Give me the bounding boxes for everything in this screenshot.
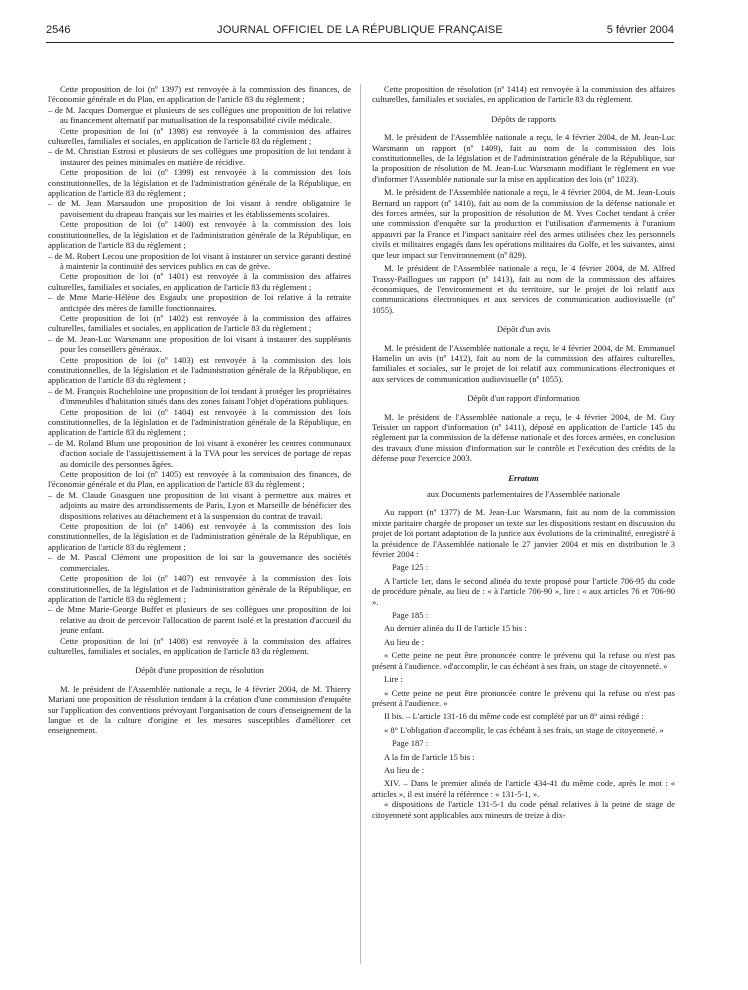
journal-title: JOURNAL OFFICIEL DE LA RÉPUBLIQUE FRANÇAISE xyxy=(217,24,503,36)
page-reference: Page 185 : xyxy=(392,610,429,621)
paragraph: Au dernier alinéa du II de l'article 15 bis : xyxy=(384,623,527,634)
erratum-subtitle: aux Documents parlementaires de l'Assemblée nationale xyxy=(426,489,621,499)
paragraph: – de M. Roland Blum une proposition de loi visant à exonérer les centres communaux d'action sociale de l'assujettissement à la TVA pour les services de portage de repas au domicile des personnes âgées. xyxy=(48,437,351,469)
paragraph: Cette proposition de loi (nº 1404) est renvoyée à la commission des lois constitutionnelles, de la législation et de l'administration générale de la République, en application de l'article 83 du règlement ; xyxy=(48,406,351,438)
paragraph: Cette proposition de loi (nº 1407) est renvoyée à la commission des lois constitutionnelles, de la législation et de l'administration générale de la République, en application de l'article 83 du règlement ; xyxy=(48,573,351,604)
paragraph: – de M. Jacques Domergue et plusieurs de ses collègues une proposition de loi relative au financement alternatif par mutualisation de la responsabilité civile médicale. xyxy=(48,104,351,126)
paragraph: A l'article 1er, dans le second alinéa du texte proposé pour l'article 706-95 du code de procédure pénale, au lieu de : « à l'article 706-90 », lire : « aux articles 76 et 706-90 ». xyxy=(372,575,675,607)
header-rule xyxy=(46,42,674,43)
paragraph: « dispositions de l'article 131-5-1 du code pénal relatives à la peine de stage de citoyenneté sont applicables aux mineurs de treize à dix- xyxy=(372,799,675,820)
paragraph: « 8° L'obligation d'accomplir, le cas échéant à ses frais, un stage de citoyenneté. » xyxy=(384,724,664,735)
paragraph: Cette proposition de loi (nº 1406) est renvoyée à la commission des lois constitutionnelles, de la législation et de l'administration générale de la République, en application de l'article 83 du règlement ; xyxy=(48,521,351,552)
column-divider xyxy=(360,84,361,964)
paragraph: – de Mme Marie-George Buffet et plusieurs de ses collègues une proposition de loi relative au droit de percevoir l'allocation de parent isolé et la prestation d'accueil du jeune enfant. xyxy=(48,604,351,636)
section-heading: Dépôt d'un rapport d'information xyxy=(467,393,580,404)
paragraph: II bis. – L'article 131-16 du même code est complété par un 8° ainsi rédigé : xyxy=(384,711,644,722)
paragraph: – de M. Jean-Luc Warsmann une proposition de loi visant à instaurer des suppléants pour les conseillers généraux. xyxy=(48,333,351,355)
paragraph: Lire : xyxy=(384,674,403,685)
paragraph: Au rapport (nº 1377) de M. Jean-Luc Warsmann, fait au nom de la commission mixte paritaire chargée de proposer un texte sur les dispositions restant en discussion du projet de loi portant adaptation de la justice aux évolutions de la criminalité, enregistré à la présidence de l'Assemblée nationale le 27 janvier 2004 et mis en distribution le 3 février 2004 : xyxy=(372,507,675,560)
paragraph: Au lieu de : xyxy=(384,764,425,775)
paragraph: – de M. Christian Estrosi et plusieurs de ses collègues une proposition de loi tendant à instaurer des peines minimales en matière de récidive. xyxy=(48,146,351,167)
paragraph: Cette proposition de loi (nº 1403) est renvoyée à la commission des lois constitutionnelles, de la législation et de l'administration générale de la République, en application de l'article 83 du règlement ; xyxy=(48,354,351,386)
paragraph: M. le président de l'Assemblée nationale a reçu, le 4 février 2004, de M. Thierry Mariani une proposition de résolution tendant à la création d'une commission d'enquête sur l'application des conventions prévoyant l'organisation de cours d'enseignement de la langue et de la culture d'origine et les mesures susceptibles d'améliorer cet enseignement. xyxy=(48,683,351,736)
paragraph: M. le président de l'Assemblée nationale a reçu, le 4 février 2004, de M. Emmanuel Hamelin un avis (nº 1412), fait au nom de la commission des affaires culturelles, familiales et sociales, sur le projet de loi relatif aux communications électroniques et aux services de communication audiovisuelle (nº 1055). xyxy=(372,342,675,384)
paragraph: – de M. Pascal Clément une proposition de loi sur la gouvernance des sociétés commerciales. xyxy=(48,552,351,573)
paragraph: M. le président de l'Assemblée nationale a reçu, le 4 février 2004, de M. Alfred Trassy-Paillogues un rapport (nº 1413), fait au nom de la commission des affaires économiques, de l'environnement et du territoire, sur le projet de loi relatif aux communications électroniques et aux services de communication audiovisuelle (nº 1055). xyxy=(372,263,675,315)
paragraph: – de M. Robert Lecou une proposition de loi visant à instaurer un service garanti destiné à maintenir la continuité des services publics en cas de grève. xyxy=(48,250,351,271)
right-column xyxy=(372,84,675,820)
page-reference: Page 187 : xyxy=(392,738,429,749)
paragraph: M. le président de l'Assemblée nationale a reçu, le 4 février 2004, de M. Jean-Louis Bernard un rapport (nº 1410), fait au nom de la commission de la défense nationale et des forces armées, sur la proposition de résolution de M. Yves Cochet tendant à créer une commission d'enquête sur la production et l'utilisation d'armements à l'uranium appauvri par la France et l'impact sanitaire réel des armes utilisées chez les personnels civils et militaires engagés dans les opérations militaires du Golfe, et les suivantes, ainsi que leur impact sur l'environnement (nº 829). xyxy=(372,187,675,260)
paragraph: – de M. Claude Goasguen une proposition de loi visant à permettre aux maires et adjoints au maire des arrondissements de Paris, Lyon et Marseille de bénéficier des dispositions relatives au détachement et à la suspension du contrat de travail. xyxy=(48,489,351,521)
paragraph: Cette proposition de loi (nº 1408) est renvoyée à la commission des affaires culturelles, familiales et sociales, en application de l'article 83 du règlement. xyxy=(48,635,351,656)
paragraph: – de Mme Marie-Hélène des Esgaulx une proposition de loi relative à la retraite anticipée des mères de famille fonctionnaires. xyxy=(48,292,351,313)
paragraph: Cette proposition de loi (nº 1400) est renvoyée à la commission des lois constitutionnelles, de la législation et de l'administration générale de la République, en application de l'article 83 du règlement ; xyxy=(48,219,351,251)
paragraph: M. le président de l'Assemblée nationale a reçu, le 4 février 2004, de M. Guy Teissier un rapport d'information (nº 1411), déposé en application de l'article 145 du règlement par la commission de la défense nationale et des forces armées, en conclusion des travaux d'une mission d'information sur le contrôle et l'exécution des crédits de la défense pour l'exercice 2003. xyxy=(372,411,675,464)
page-number: 2546 xyxy=(46,24,71,36)
paragraph: Cette proposition de loi (nº 1405) est renvoyée à la commission des finances, de l'économie générale et du Plan, en application de l'article 83 du règlement ; xyxy=(48,469,351,490)
erratum-title: Erratum xyxy=(508,472,539,483)
paragraph: Cette proposition de loi (nº 1397) est renvoyée à la commission des finances, de l'économie générale et du Plan, en application de l'article 83 du règlement ; xyxy=(48,84,351,105)
issue-date: 5 février 2004 xyxy=(606,24,674,36)
paragraph: « Cette peine ne peut être prononcée contre le prévenu qui la refuse ou n'est pas présent à l'audience. »d'accomplir, le cas échéant à ses frais, un stage de citoyenneté. » xyxy=(372,650,675,671)
paragraph: – de M. François Rochebloine une proposition de loi tendant à protéger les propriétaires d'immeubles d'habitation situés dans des zones faisant l'objet d'opérations publiques. xyxy=(48,385,351,407)
paragraph: – de M. Jean Marsaudon une proposition de loi visant à rendre obligatoire le pavoisement du drapeau français sur les mairies et les établissements scolaires. xyxy=(48,198,351,219)
section-heading: Dépôt d'une proposition de résolution xyxy=(135,665,264,676)
paragraph: Cette proposition de loi (nº 1398) est renvoyée à la commission des affaires culturelles, familiales et sociales, en application de l'article 83 du règlement ; xyxy=(48,125,351,147)
section-heading: Dépôts de rapports xyxy=(491,113,556,124)
section-heading: Dépôt d'un avis xyxy=(496,324,551,335)
paragraph: Cette proposition de loi (nº 1402) est renvoyée à la commission des affaires culturelles, familiales et sociales, en application de l'article 83 du règlement ; xyxy=(48,312,351,334)
paragraph: Cette proposition de loi (nº 1399) est renvoyée à la commission des lois constitutionnelles, de la législation et de l'administration générale de la République, en application de l'article 83 du règlement ; xyxy=(48,167,351,199)
paragraph: « Cette peine ne peut être prononcée contre le prévenu qui la refuse ou n'est pas présent à l'audience. » xyxy=(372,687,675,708)
paragraph: A la fin de l'article 15 bis : xyxy=(384,751,475,762)
paragraph: Au lieu de : xyxy=(384,636,425,647)
left-column xyxy=(48,84,351,736)
paragraph: Cette proposition de résolution (nº 1414) est renvoyée à la commission des affaires culturelles, familiales et sociales, en application de l'article 83 du règlement. xyxy=(372,84,675,105)
paragraph: M. le président de l'Assemblée nationale a reçu, le 4 février 2004, de M. Jean-Luc Warsmann un rapport (nº 1409), fait au nom de la commission des lois constitutionnelles, de la législation et de l'administration générale de la République, sur la proposition de résolution de M. Jean-Luc Warsmann modifiant le règlement en vue d'informer l'Assemblée nationale sur la mise en application des lois (nº 1023). xyxy=(372,132,675,184)
page-reference: Page 125 : xyxy=(392,562,429,573)
paragraph: XIV. – Dans le premier alinéa de l'article 434-41 du même code, après le mot : « articles », il est inséré la référence : « 131-5-1, ». xyxy=(372,778,675,799)
paragraph: Cette proposition de loi (nº 1401) est renvoyée à la commission des affaires culturelles, familiales et sociales, en application de l'article 83 du règlement ; xyxy=(48,271,351,292)
